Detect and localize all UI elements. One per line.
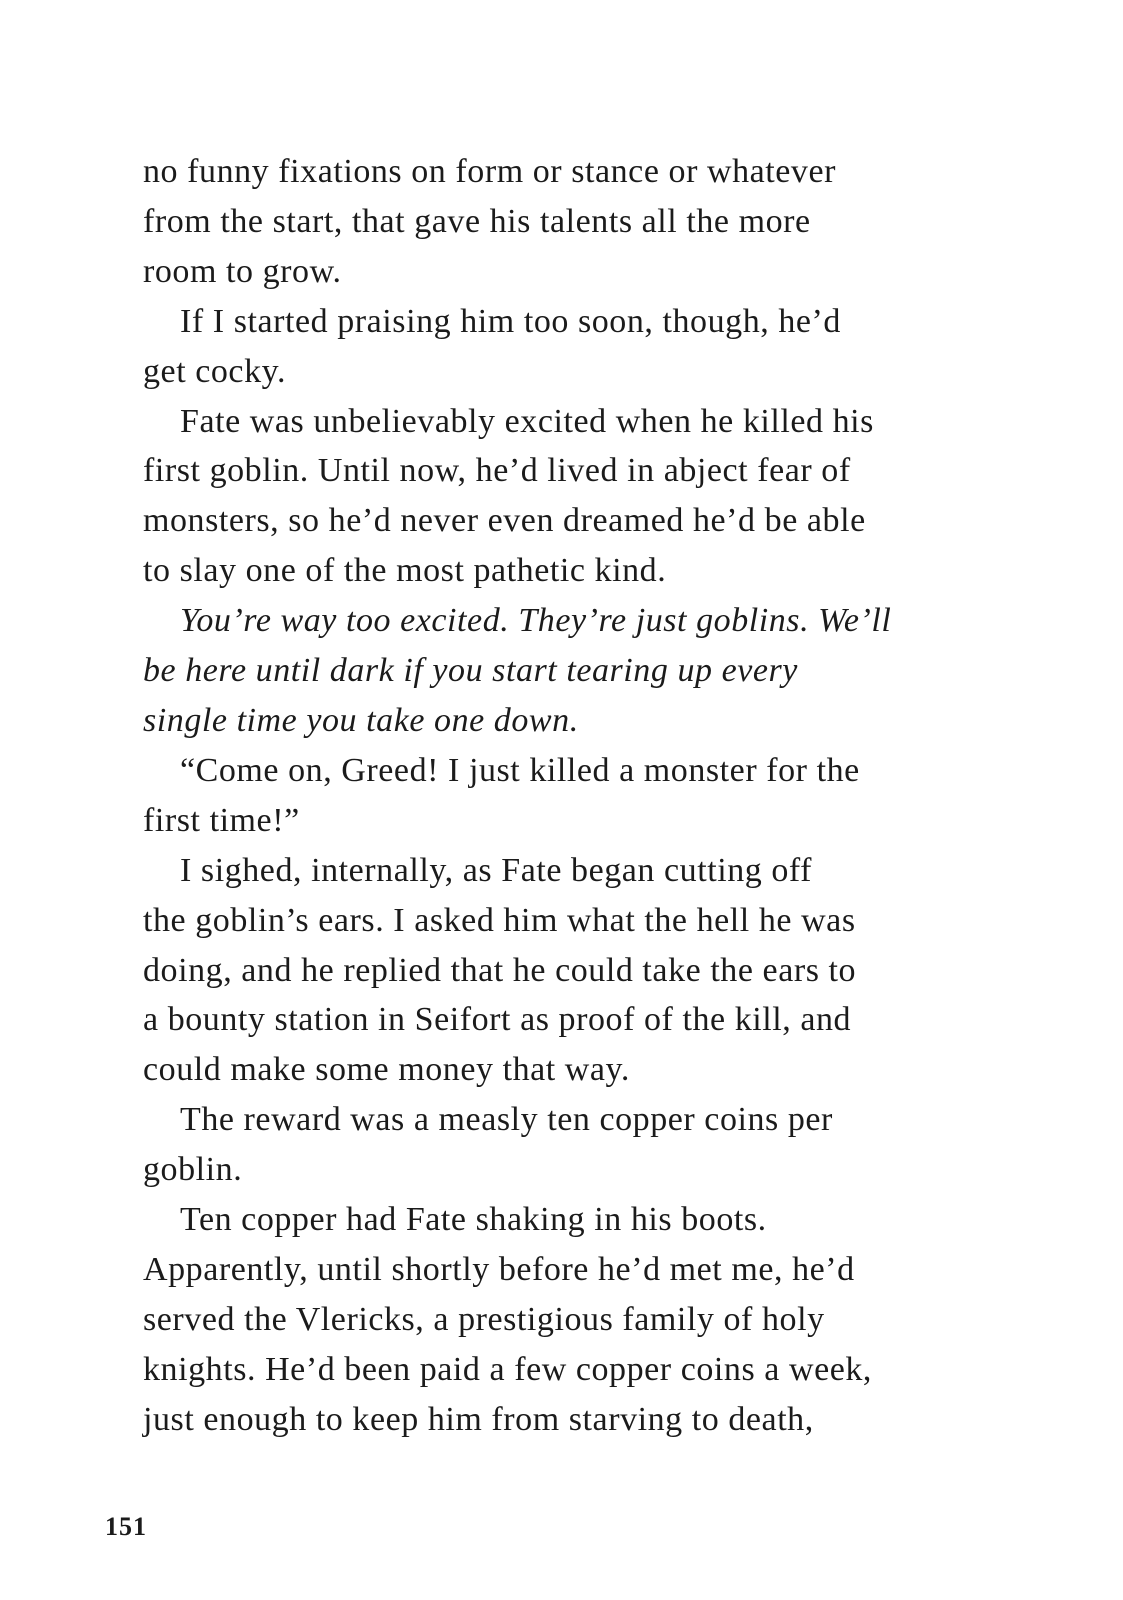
- paragraph: [143, 1095, 983, 1195]
- text-line: knights. He’d been paid a few copper coins a week,: [143, 1350, 872, 1388]
- text-line: first time!”: [143, 801, 300, 839]
- text-line: The reward was a measly ten copper coins per: [180, 1101, 833, 1139]
- text-line: first goblin. Until now, he’d lived in abject fear of: [143, 452, 851, 490]
- text-line: get cocky.: [143, 352, 287, 390]
- text-line: Fate was unbelievably excited when he killed his: [180, 402, 874, 440]
- body-text: [143, 147, 983, 1445]
- text-line: Ten copper had Fate shaking in his boots.: [180, 1201, 767, 1239]
- text-line: room to grow.: [143, 252, 342, 290]
- text-line: a bounty station in Seifort as proof of the kill, and: [143, 1001, 852, 1039]
- text-line: to slay one of the most pathetic kind.: [143, 552, 667, 590]
- text-line: Apparently, until shortly before he’d met me, he’d: [143, 1250, 855, 1288]
- text-line: be here until dark if you start tearing up every: [143, 652, 798, 690]
- text-line: no funny fixations on form or stance or whatever: [143, 153, 836, 190]
- text-line: monsters, so he’d never even dreamed he’d be able: [143, 502, 866, 540]
- text-line: goblin.: [143, 1151, 243, 1189]
- paragraph: [143, 1195, 983, 1445]
- text-line: the goblin’s ears. I asked him what the hell he was: [143, 901, 856, 939]
- text-line: If I started praising him too soon, though, he’d: [180, 302, 841, 340]
- paragraph-internal-monologue: [143, 596, 983, 746]
- text-line: served the Vlericks, a prestigious family of holy: [143, 1300, 825, 1338]
- text-line: “Come on, Greed! I just killed a monster for the: [180, 751, 860, 789]
- text-line: from the start, that gave his talents all the more: [143, 202, 811, 240]
- page-number: 151: [105, 1512, 147, 1541]
- paragraph-dialogue: [143, 746, 983, 846]
- text-line: just enough to keep him from starving to death,: [143, 1400, 814, 1438]
- text-line: doing, and he replied that he could take the ears to: [143, 951, 857, 989]
- text-line: single time you take one down.: [143, 701, 579, 739]
- text-line: could make some money that way.: [143, 1051, 630, 1089]
- paragraph: [143, 846, 983, 1096]
- text-line: I sighed, internally, as Fate began cutting off: [180, 851, 813, 889]
- paragraph: [143, 397, 983, 597]
- text-line: You’re way too excited. They’re just goblins. We’ll: [180, 602, 892, 640]
- paragraph: [143, 147, 983, 297]
- paragraph: [143, 297, 983, 397]
